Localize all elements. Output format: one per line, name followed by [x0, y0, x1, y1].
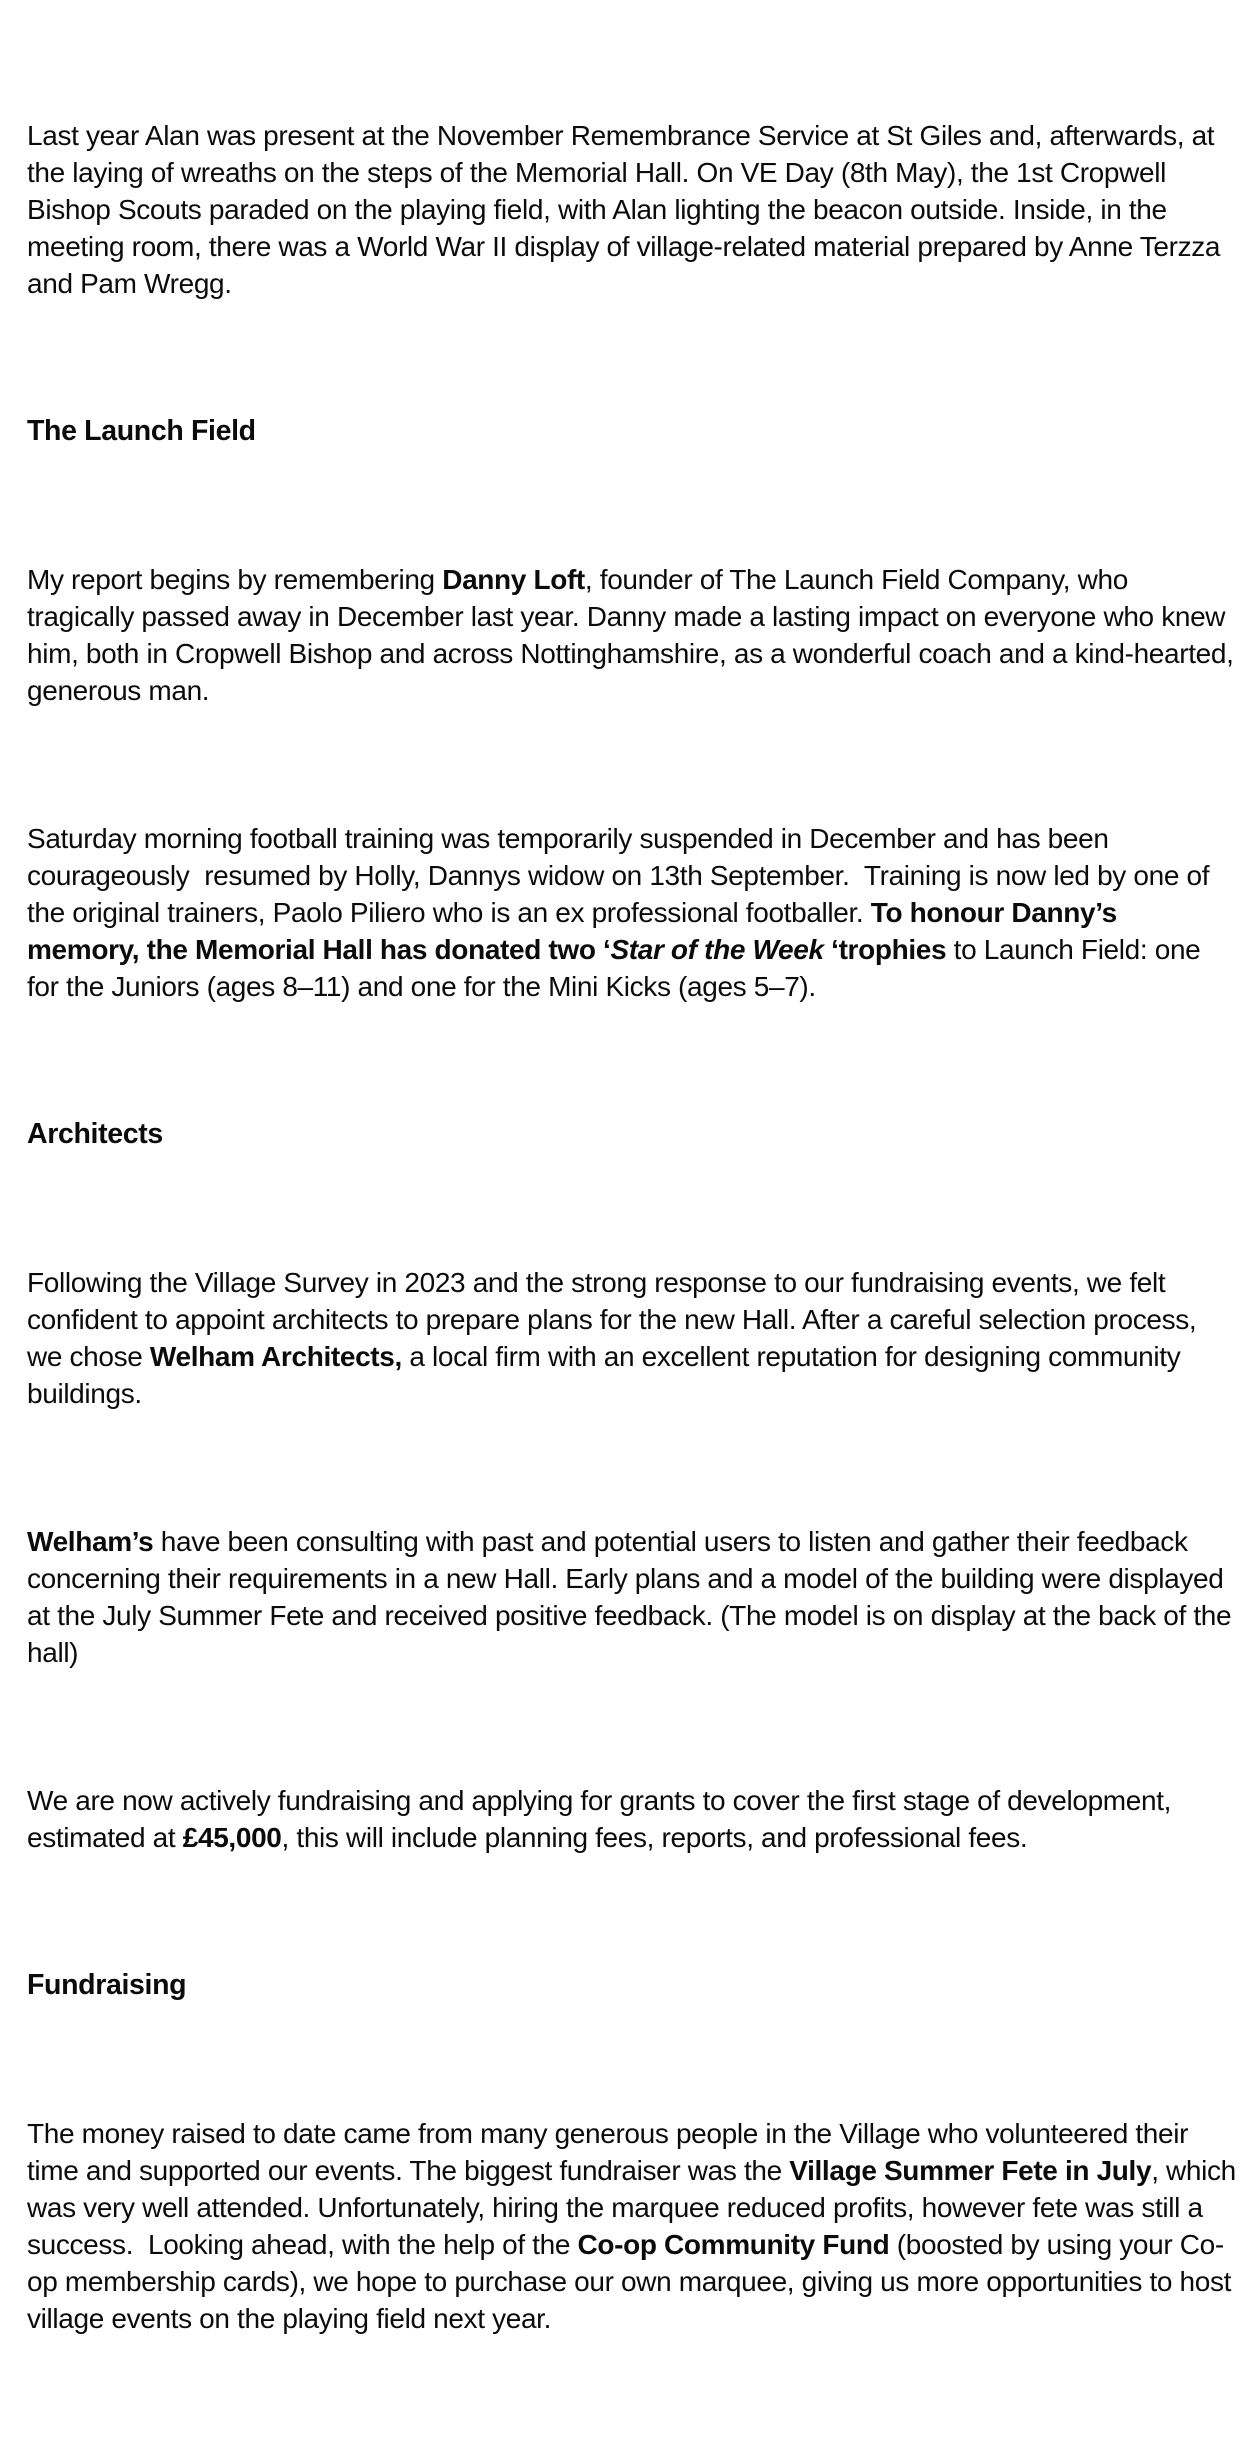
paragraph-money-raised — [27, 2115, 1244, 2337]
text-run: Co-op Community Fund — [577, 2229, 890, 2260]
text-run: £45,000 — [182, 1822, 282, 1853]
paragraph-village-survey — [27, 1264, 1236, 1412]
text-run: have been consulting with past and potential users to listen and gather their feedback concerning their requirements in a new Hall. Early plans and a model of the building were displayed at the July Summer Fete and received positive feedback. (The model is on display at the back of the hall) — [27, 1526, 1239, 1668]
paragraph-remembrance-service — [27, 117, 1236, 302]
text-run: Village Summer Fete in July — [789, 2155, 1152, 2186]
text-run: Welham’s — [27, 1526, 154, 1557]
text-run: Saturday morning football training was temporarily suspended in December and has been courageously resumed by Holly, Dannys widow on 13th September. Training is now led by one of the original trainers, Paolo Piliero who is an ex professional footballer. — [27, 823, 1217, 928]
document-body — [27, 43, 1244, 2448]
text-run: Star of the Week — [610, 934, 824, 965]
text-run: Following the Village Survey in 2023 and the strong response to our fundraising events, we felt confident to appoint architects to prepare plans for the new Hall. After a careful selection process, we chose — [27, 1267, 1204, 1372]
text-run: The money raised to date came from many generous people in the Village who volunteered their time and supported our events. The biggest fundraiser was the — [27, 2118, 1196, 2186]
paragraph-fundraising-grants — [27, 1782, 1236, 1856]
text-run: Last year Alan was present at the November Remembrance Service at St Giles and, afterwards, at the laying of wreaths on the steps of the Memorial Hall. On VE Day (8th May), the 1st Cropwell Bishop Scouts paraded on the playing field, with Alan lighting the beacon outside. Inside, in the meeting room, there was a World War II display of village-related material prepared by Anne Terzza and Pam Wregg. — [27, 120, 1228, 299]
text-run: We are now actively fundraising and applying for grants to cover the first stage of development, estimated at — [27, 1785, 1179, 1853]
text-run: To honour Danny’s memory, the Memorial Hall has donated two ‘ — [27, 897, 1125, 965]
text-run: The Launch Field — [27, 415, 256, 447]
text-run: , founder of The Launch Field Company, who tragically passed away in December last year. Danny made a lasting impact on everyone who knew him, both in Cropwell Bishop and across Nottinghamshire, as a wonderful coach and a kind-hearted, generous man. — [27, 564, 1241, 706]
text-run: Danny Loft — [442, 564, 585, 595]
paragraph-football-training — [27, 820, 1236, 1005]
text-run: My report begins by remembering — [27, 564, 443, 595]
text-run: Welham Architects, — [149, 1341, 402, 1372]
paragraph-welhams-consulting — [27, 1523, 1239, 1671]
text-run: to Launch Field: one for the Juniors (ages 8–11) and one for the Mini Kicks (ages 5–7). — [27, 934, 1208, 1002]
text-run: a local firm with an excellent reputation for designing community buildings. — [27, 1341, 1188, 1409]
text-run: , this will include planning fees, reports, and professional fees. — [281, 1822, 1028, 1853]
text-run: (boosted by using your Co-op membership cards), we hope to purchase our own marquee, giving us more opportunities to host village events on the playing field next year. — [27, 2229, 1239, 2334]
text-run: ‘trophies — [823, 934, 947, 965]
text-run: Fundraising — [27, 1969, 187, 2001]
paragraph-danny-loft — [27, 561, 1241, 709]
heading-the-launch-field — [27, 413, 1236, 450]
text-run: Architects — [27, 1118, 163, 1150]
heading-fundraising — [27, 1967, 1236, 2004]
heading-architects — [27, 1116, 1236, 1153]
text-run: , which was very well attended. Unfortunately, hiring the marquee reduced profits, however fete was still a success. Looking ahead, with the help of the — [27, 2155, 1244, 2260]
